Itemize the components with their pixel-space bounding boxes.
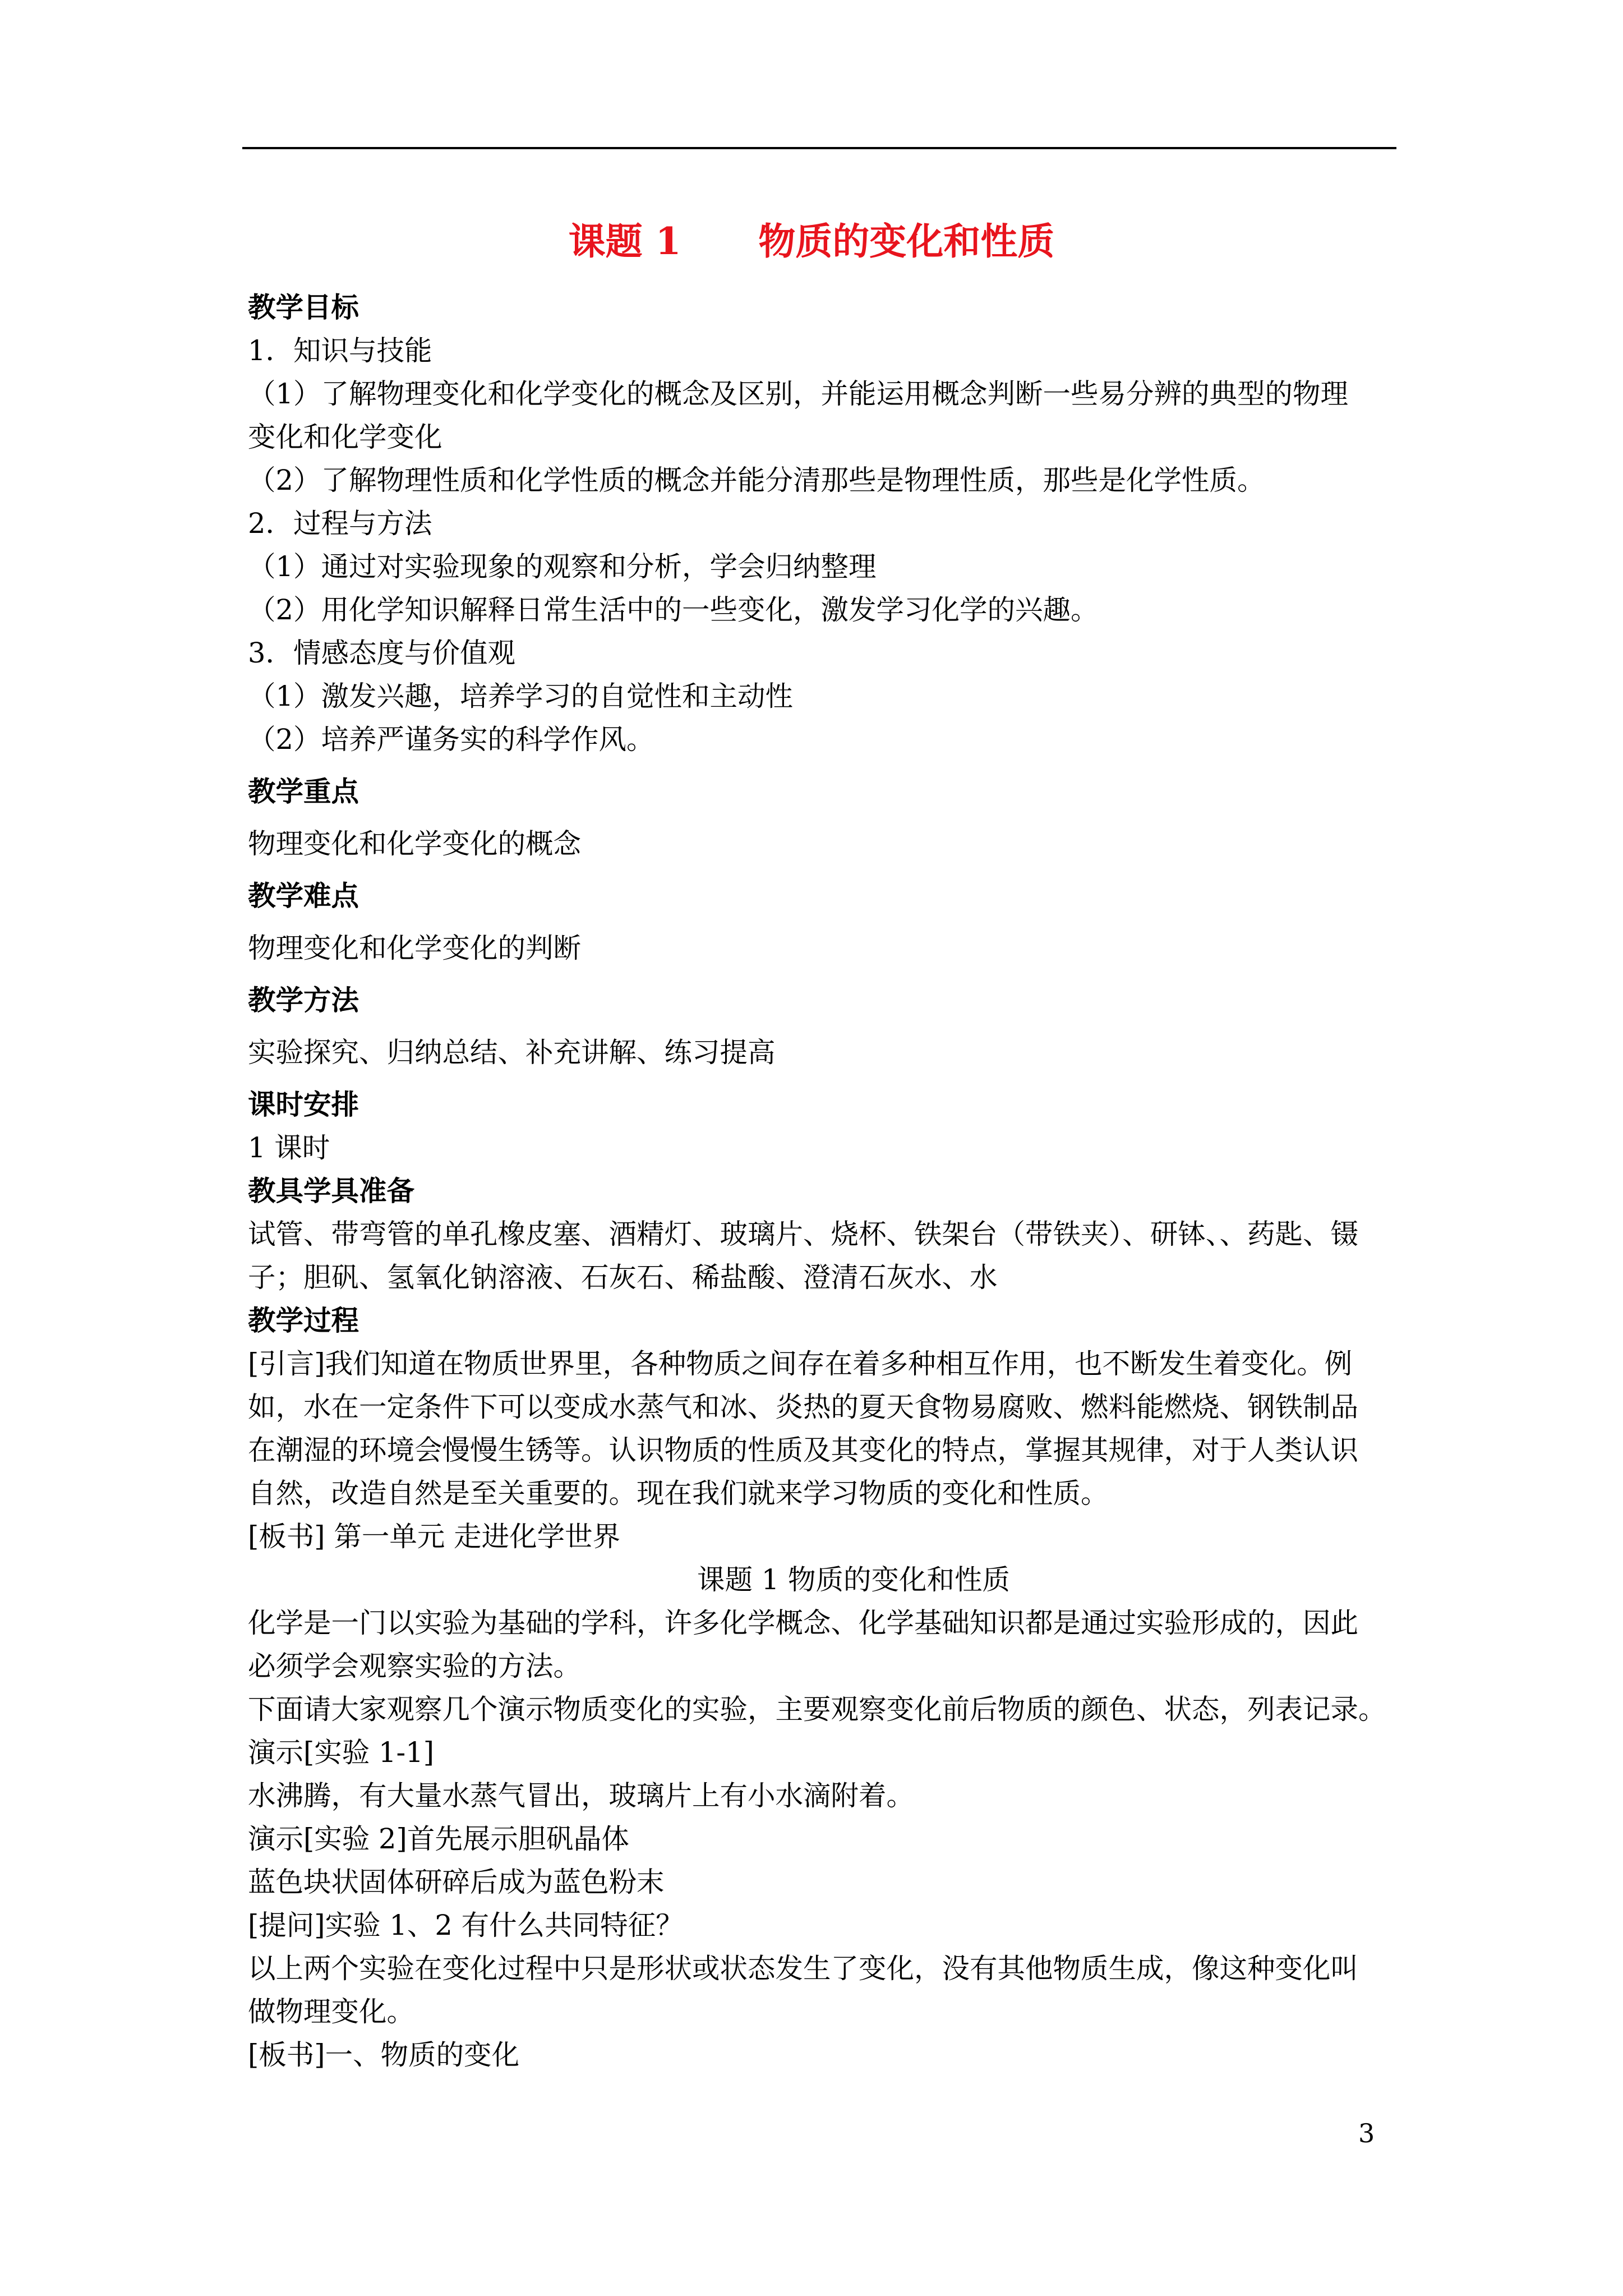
section-heading: 教学难点 bbox=[248, 880, 359, 912]
section-heading: 教学方法 bbox=[248, 984, 359, 1016]
body-line: [板书] 第一单元 走进化学世界 bbox=[248, 1520, 621, 1553]
body-line: 化学是一门以实验为基础的学科，许多化学概念、化学基础知识都是通过实验形成的，因此 bbox=[248, 1607, 1358, 1639]
body-line: 做物理变化。 bbox=[248, 1995, 414, 2028]
section-heading: 教具学具准备 bbox=[248, 1175, 414, 1207]
body-line: 2．过程与方法 bbox=[248, 507, 432, 540]
section-heading: 课时安排 bbox=[248, 1088, 359, 1121]
body-line: 1 课时 bbox=[248, 1131, 330, 1164]
document-title: 课题 1 物质的变化和性质 bbox=[568, 219, 1055, 263]
document-body bbox=[248, 286, 1398, 2077]
body-line: 蓝色块状固体研碎后成为蓝色粉末 bbox=[248, 1866, 665, 1898]
body-line: 必须学会观察实验的方法。 bbox=[248, 1650, 581, 1682]
body-line: 演示[实验 1-1] bbox=[248, 1736, 435, 1769]
body-line: 在潮湿的环境会慢慢生锈等。认识物质的性质及其变化的特点，掌握其规律，对于人类认识 bbox=[248, 1434, 1358, 1466]
body-line: 物理变化和化学变化的判断 bbox=[248, 932, 581, 964]
body-line: （1）了解物理变化和化学变化的概念及区别，并能运用概念判断一些易分辨的典型的物理 bbox=[248, 378, 1348, 410]
body-line: 物理变化和化学变化的概念 bbox=[248, 827, 581, 860]
section-heading: 教学目标 bbox=[248, 291, 359, 324]
body-line: 3．情感态度与价值观 bbox=[248, 637, 515, 669]
page-number: 3 bbox=[1358, 2118, 1375, 2148]
body-line: 以上两个实验在变化过程中只是形状或状态发生了变化，没有其他物质生成，像这种变化叫 bbox=[248, 1952, 1358, 1985]
body-line: 1．知识与技能 bbox=[248, 334, 432, 367]
body-line: （2）培养严谨务实的科学作风。 bbox=[248, 723, 654, 756]
body-line: （1）通过对实验现象的观察和分析，学会归纳整理 bbox=[248, 550, 877, 583]
section-heading: 教学过程 bbox=[248, 1304, 359, 1337]
body-line: 课题 1 物质的变化和性质 bbox=[697, 1563, 1010, 1596]
body-line: 子；胆矾、氢氧化钠溶液、石灰石、稀盐酸、澄清石灰水、水 bbox=[248, 1261, 998, 1294]
body-line: 变化和化学变化 bbox=[248, 421, 442, 453]
body-line: 水沸腾，有大量水蒸气冒出，玻璃片上有小水滴附着。 bbox=[248, 1779, 914, 1812]
header-rule bbox=[242, 147, 1396, 149]
body-line: （2）了解物理性质和化学性质的概念并能分清那些是物理性质，那些是化学性质。 bbox=[248, 464, 1265, 496]
body-line: 自然，改造自然是至关重要的。现在我们就来学习物质的变化和性质。 bbox=[248, 1477, 1109, 1510]
body-line: [板书]一、物质的变化 bbox=[248, 2039, 520, 2071]
body-line: 演示[实验 2]首先展示胆矾晶体 bbox=[248, 1823, 629, 1855]
body-line: 如，水在一定条件下可以变成水蒸气和冰、炎热的夏天食物易腐败、燃料能燃烧、钢铁制品 bbox=[248, 1391, 1358, 1423]
body-line: [提问]实验 1、2 有什么共同特征？ bbox=[248, 1909, 684, 1941]
body-line: （1）激发兴趣，培养学习的自觉性和主动性 bbox=[248, 680, 793, 712]
body-line: [引言]我们知道在物质世界里，各种物质之间存在着多种相互作用，也不断发生着变化。例 bbox=[248, 1347, 1353, 1380]
section-heading: 教学重点 bbox=[248, 775, 359, 808]
body-line: 试管、带弯管的单孔橡皮塞、酒精灯、玻璃片、烧杯、铁架台（带铁夹）、研钵、、药匙、镊 bbox=[248, 1218, 1358, 1250]
body-line: 下面请大家观察几个演示物质变化的实验，主要观察变化前后物质的颜色、状态，列表记录。 bbox=[248, 1693, 1386, 1726]
body-line: （2）用化学知识解释日常生活中的一些变化，激发学习化学的兴趣。 bbox=[248, 593, 1099, 626]
body-line: 实验探究、归纳总结、补充讲解、练习提高 bbox=[248, 1036, 776, 1069]
